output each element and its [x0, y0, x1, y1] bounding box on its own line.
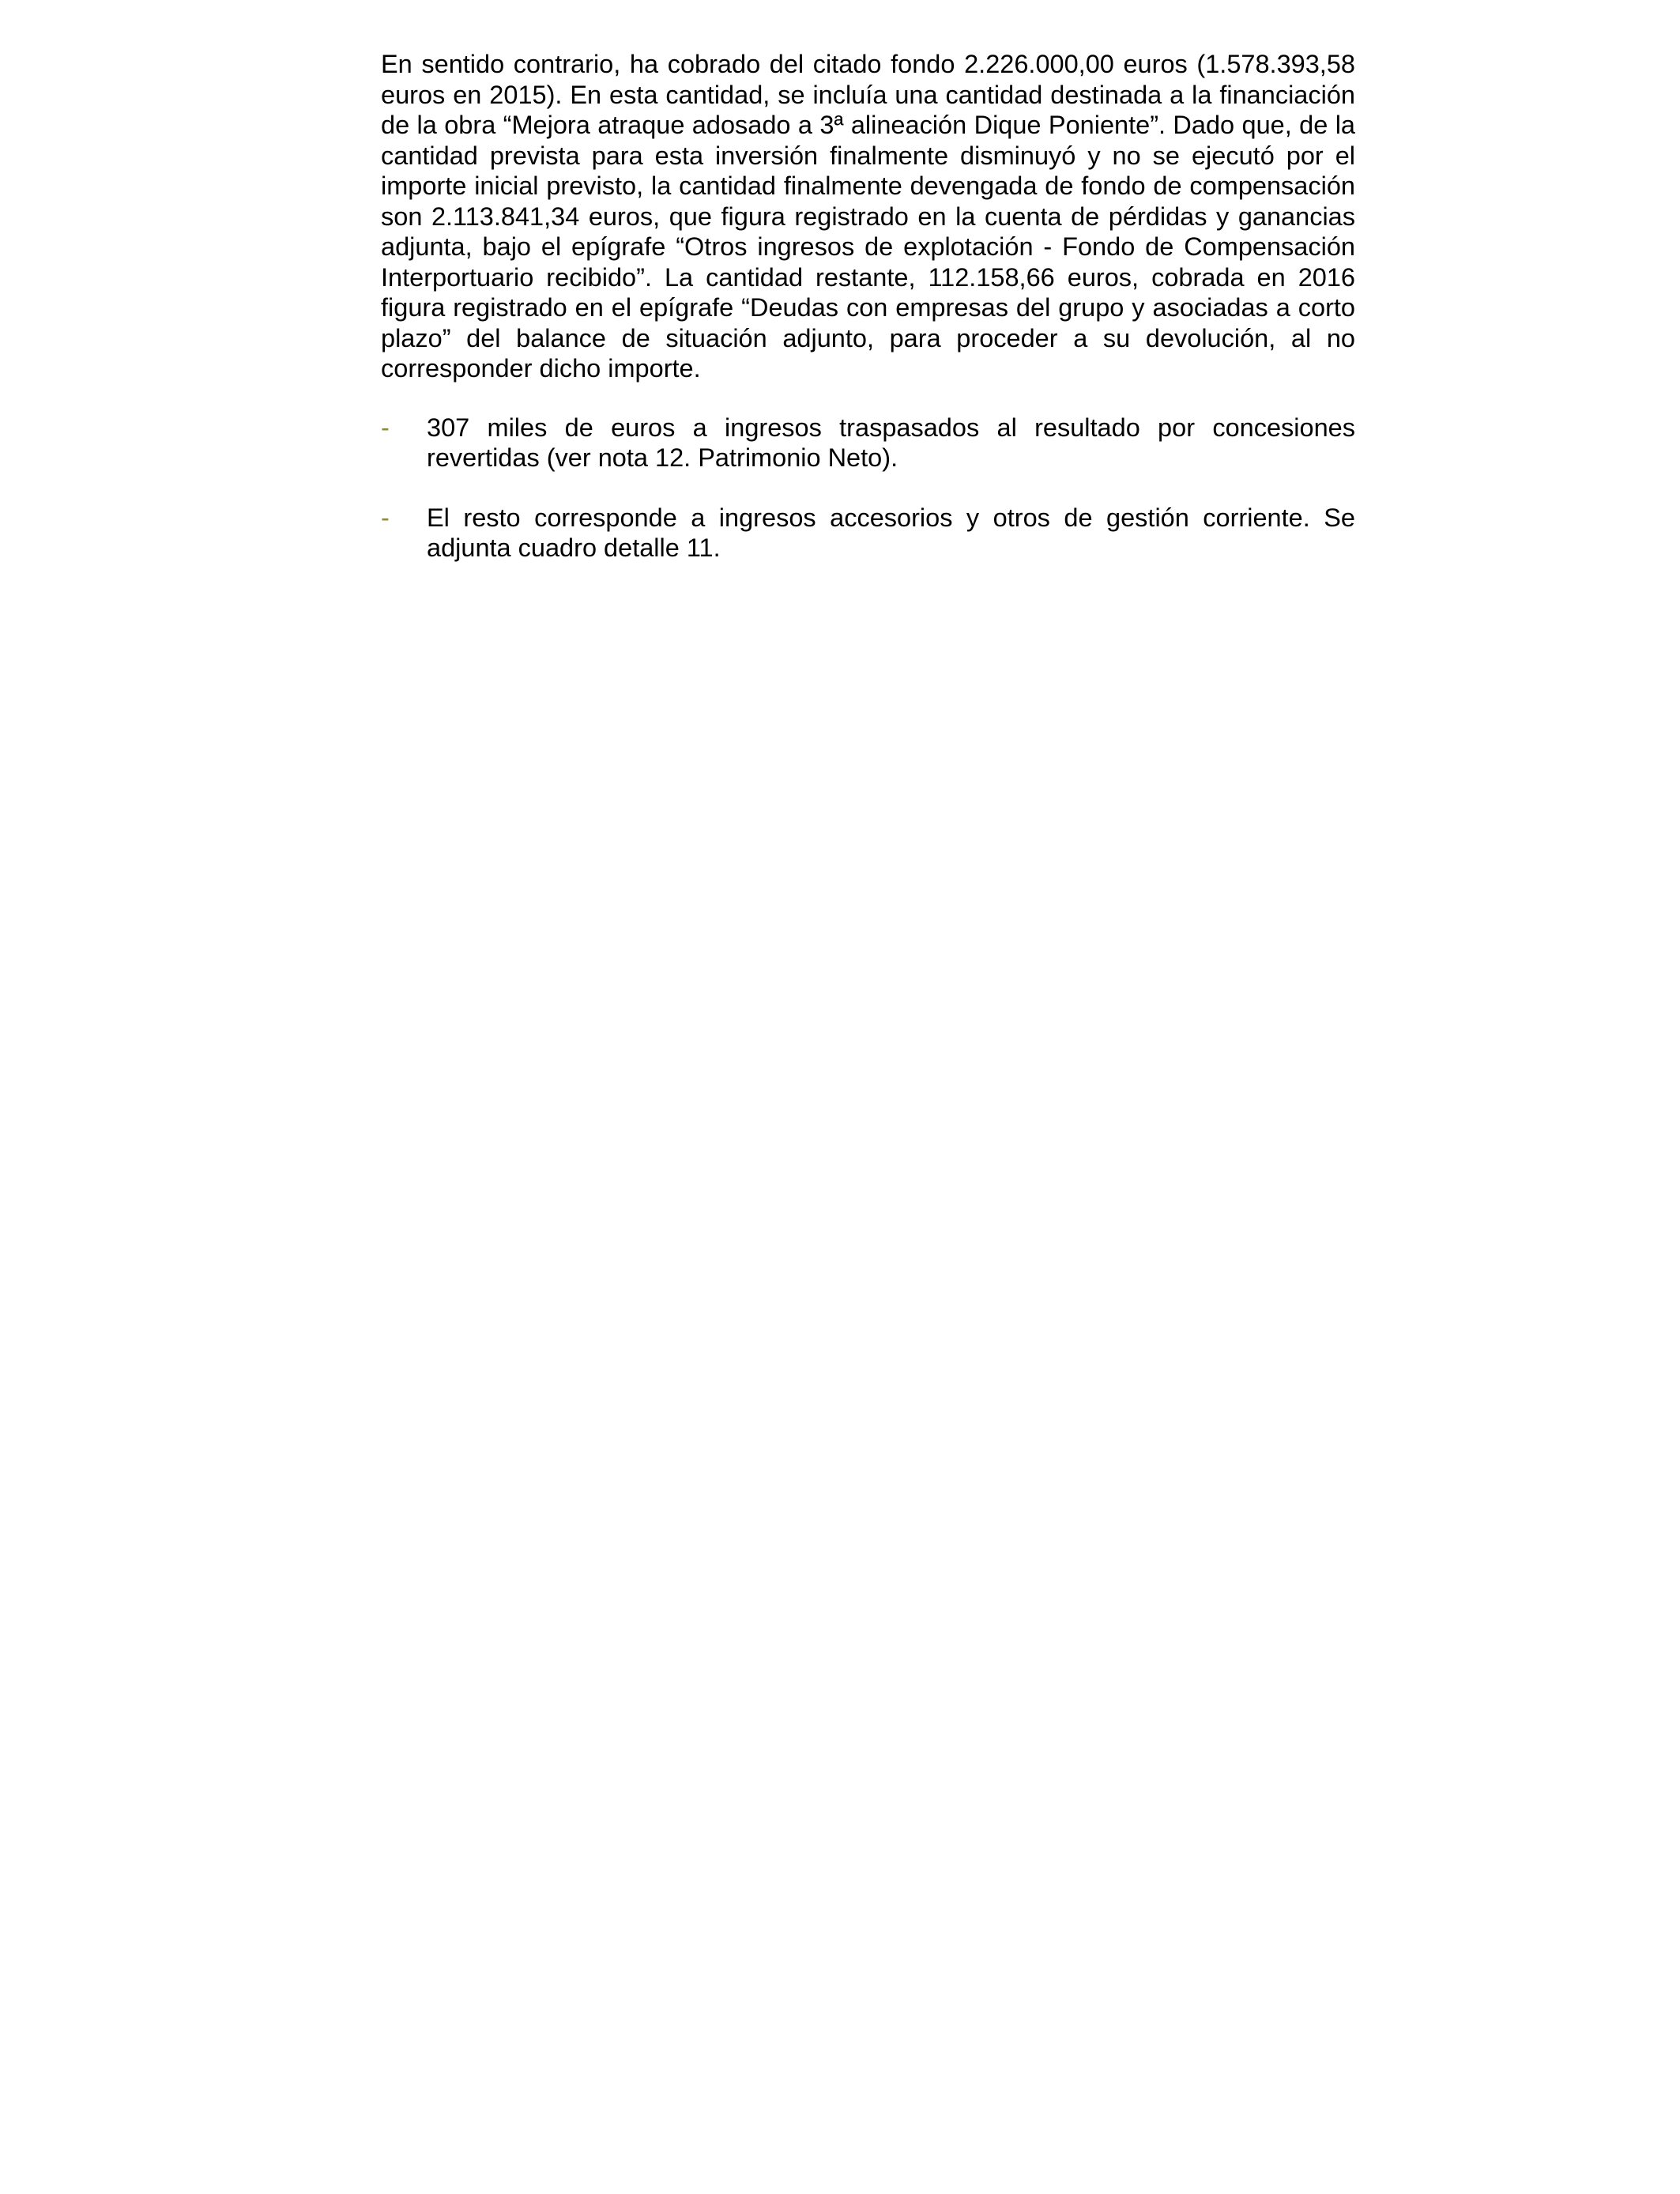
bullet-dash-icon: - [381, 413, 390, 442]
body-paragraph: En sentido contrario, ha cobrado del citado fondo 2.226.000,00 euros (1.578.393,58 euros en 2015). En esta cantidad, se incluía una cantidad destinada a la financiación de la obra “Mejora atraque adosado a 3ª alineación Dique Poniente”. Dado que, de la cantidad prevista para esta inversión finalmente disminuyó y no se ejecutó por el importe inicial previsto, la cantidad finalmente devengada de fondo de compensación son 2.113.841,34 euros, que figura registrado en la cuenta de pérdidas y ganancias adjunta, bajo el epígrafe “Otros ingresos de explotación - Fondo de Compensación Interportuario recibido”. La cantidad restante, 112.158,66 euros, cobrada en 2016 figura registrado en el epígrafe “Deudas con empresas del grupo y asociadas a corto plazo” del balance de situación adjunto, para proceder a su devolución, al no corresponder dicho importe. [381, 50, 1355, 383]
list-item [381, 413, 1355, 473]
list-item [381, 503, 1355, 564]
bullet-text: El resto corresponde a ingresos accesorios y otros de gestión corriente. Se adjunta cuadro detalle 11. [427, 503, 1355, 562]
document-body [381, 49, 1355, 593]
bullet-list [381, 413, 1355, 564]
bullet-dash-icon: - [381, 503, 390, 532]
bullet-text: 307 miles de euros a ingresos traspasados al resultado por concesiones revertidas (ver nota 12. Patrimonio Neto). [427, 413, 1355, 472]
